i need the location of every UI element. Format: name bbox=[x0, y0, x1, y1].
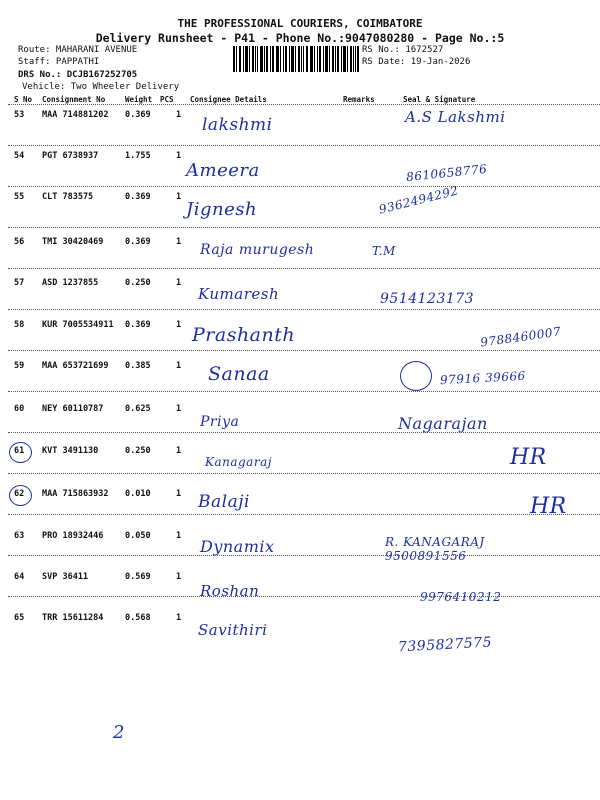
row-sno: 56 bbox=[14, 237, 25, 247]
consignee-handwriting: lakshmi bbox=[202, 115, 273, 135]
consignee-handwriting: Savithiri bbox=[198, 621, 268, 639]
signature-handwriting: HR bbox=[530, 494, 567, 519]
row-weight: 0.369 bbox=[125, 192, 151, 202]
row-consignment: CLT 783575 bbox=[42, 192, 94, 202]
col-pcs: PCS bbox=[160, 95, 174, 104]
table-row bbox=[0, 269, 600, 310]
row-pcs: 1 bbox=[176, 320, 182, 330]
col-weight: Weight bbox=[125, 95, 153, 104]
col-seal: Seal & Signature bbox=[403, 95, 476, 104]
table-row bbox=[0, 474, 600, 519]
row-consignment: MAA 715863932 bbox=[42, 489, 109, 499]
consignee-handwriting: Ameera bbox=[186, 160, 260, 181]
table-row bbox=[0, 228, 600, 269]
consignee-handwriting: Priya bbox=[200, 414, 240, 430]
row-pcs: 1 bbox=[176, 572, 182, 582]
row-sno: 55 bbox=[14, 192, 25, 202]
row-consignment: TMI 30420469 bbox=[42, 237, 104, 247]
route-label: Route: MAHARANI AVENUE bbox=[18, 45, 138, 55]
row-weight: 0.568 bbox=[125, 613, 151, 623]
drs-label: DRS No.: DCJB167252705 bbox=[18, 70, 138, 80]
row-pcs: 1 bbox=[176, 446, 182, 456]
table-row bbox=[0, 351, 600, 392]
row-consignment: MAA 714881202 bbox=[42, 110, 109, 120]
col-sno: S No bbox=[14, 95, 33, 104]
row-weight: 0.369 bbox=[125, 110, 151, 120]
signature-handwriting: 8610658776 bbox=[405, 161, 488, 185]
row-consignment: PRO 18932446 bbox=[42, 531, 104, 541]
consignee-handwriting: Roshan bbox=[200, 582, 260, 600]
table-row bbox=[0, 597, 600, 656]
row-consignment: MAA 653721699 bbox=[42, 361, 109, 371]
signature-scribble bbox=[400, 361, 432, 391]
row-sno: 63 bbox=[14, 531, 25, 541]
row-sno: 57 bbox=[14, 278, 25, 288]
rs-number: RS No.: 1672527 bbox=[362, 45, 444, 55]
table-row bbox=[0, 433, 600, 474]
row-consignment: PGT 6738937 bbox=[42, 151, 99, 161]
table-row bbox=[0, 183, 600, 228]
row-consignment: ASD 1237855 bbox=[42, 278, 99, 288]
row-sno: 65 bbox=[14, 613, 25, 623]
row-weight: 0.569 bbox=[125, 572, 151, 582]
row-sno: 62 bbox=[14, 489, 25, 499]
consignee-handwriting: Sanaa bbox=[208, 363, 270, 385]
row-consignment: NEY 60110787 bbox=[42, 404, 104, 414]
row-sno: 61 bbox=[14, 446, 25, 456]
consignee-handwriting: Jignesh bbox=[186, 199, 258, 220]
row-weight: 0.369 bbox=[125, 237, 151, 247]
row-weight: 1.755 bbox=[125, 151, 151, 161]
consignee-handwriting: Dynamix bbox=[200, 537, 275, 556]
row-pcs: 1 bbox=[176, 278, 182, 288]
signature-handwriting: 7395827575 bbox=[397, 634, 493, 656]
row-sno: 64 bbox=[14, 572, 25, 582]
row-weight: 0.250 bbox=[125, 278, 151, 288]
consignee-handwriting: Prashanth bbox=[192, 324, 296, 346]
row-sno: 59 bbox=[14, 361, 25, 371]
barcode-image bbox=[233, 46, 359, 72]
runsheet-title: Delivery Runsheet - P41 - Phone No.:9047080280 - Page No.:5 bbox=[95, 31, 505, 45]
consignee-handwriting: Balaji bbox=[198, 492, 250, 512]
col-consignment: Consignment No bbox=[42, 95, 106, 104]
row-pcs: 1 bbox=[176, 489, 182, 499]
signature-handwriting: T.M bbox=[372, 244, 396, 258]
row-pcs: 1 bbox=[176, 361, 182, 371]
row-sno: 58 bbox=[14, 320, 25, 330]
signature-handwriting: 9362494292 bbox=[377, 183, 460, 217]
company-title: THE PROFESSIONAL COURIERS, COIMBATORE bbox=[177, 17, 423, 30]
table-row bbox=[0, 556, 600, 604]
consignee-handwriting: Raja murugesh bbox=[200, 242, 315, 258]
page-mark: 2 bbox=[113, 722, 125, 743]
consignee-handwriting: Kanagaraj bbox=[205, 455, 272, 469]
row-sno: 60 bbox=[14, 404, 25, 414]
row-weight: 0.385 bbox=[125, 361, 151, 371]
consignee-handwriting: Kumaresh bbox=[198, 285, 280, 303]
table-row bbox=[0, 392, 600, 433]
row-pcs: 1 bbox=[176, 192, 182, 202]
signature-handwriting: 9514123173 bbox=[380, 291, 475, 307]
row-weight: 0.050 bbox=[125, 531, 151, 541]
col-remarks: Remarks bbox=[343, 95, 375, 104]
row-consignment: TRR 15611284 bbox=[42, 613, 104, 623]
signature-handwriting: 9788460007 bbox=[479, 324, 562, 350]
table-row bbox=[0, 146, 600, 187]
row-consignment: KVT 3491130 bbox=[42, 446, 99, 456]
row-sno: 54 bbox=[14, 151, 25, 161]
row-pcs: 1 bbox=[176, 110, 182, 120]
signature-handwriting: 9976410212 bbox=[420, 590, 502, 604]
rs-date: RS Date: 19-Jan-2026 bbox=[362, 57, 471, 67]
row-pcs: 1 bbox=[176, 237, 182, 247]
row-sno: 53 bbox=[14, 110, 25, 120]
row-consignment: SVP 36411 bbox=[42, 572, 89, 582]
signature-handwriting: Nagarajan bbox=[398, 414, 488, 433]
row-pcs: 1 bbox=[176, 404, 182, 414]
row-weight: 0.010 bbox=[125, 489, 151, 499]
vehicle-label: Vehicle: Two Wheeler Delivery bbox=[22, 82, 180, 92]
row-pcs: 1 bbox=[176, 613, 182, 623]
row-pcs: 1 bbox=[176, 151, 182, 161]
signature-handwriting: 97916 39666 bbox=[439, 368, 526, 388]
row-consignment: KUR 7005534911 bbox=[42, 320, 114, 330]
col-consignee: Consignee Details bbox=[190, 95, 267, 104]
signature-handwriting: R. KANAGARAJ 9500891556 bbox=[385, 535, 485, 563]
table-row bbox=[0, 310, 600, 351]
staff-label: Staff: PAPPATHI bbox=[18, 57, 100, 67]
row-pcs: 1 bbox=[176, 531, 182, 541]
row-weight: 0.250 bbox=[125, 446, 151, 456]
row-weight: 0.369 bbox=[125, 320, 151, 330]
signature-handwriting: A.S Lakshmi bbox=[405, 108, 506, 126]
table-row bbox=[0, 515, 600, 563]
table-row bbox=[0, 105, 600, 146]
row-weight: 0.625 bbox=[125, 404, 151, 414]
signature-handwriting: HR bbox=[510, 445, 547, 470]
